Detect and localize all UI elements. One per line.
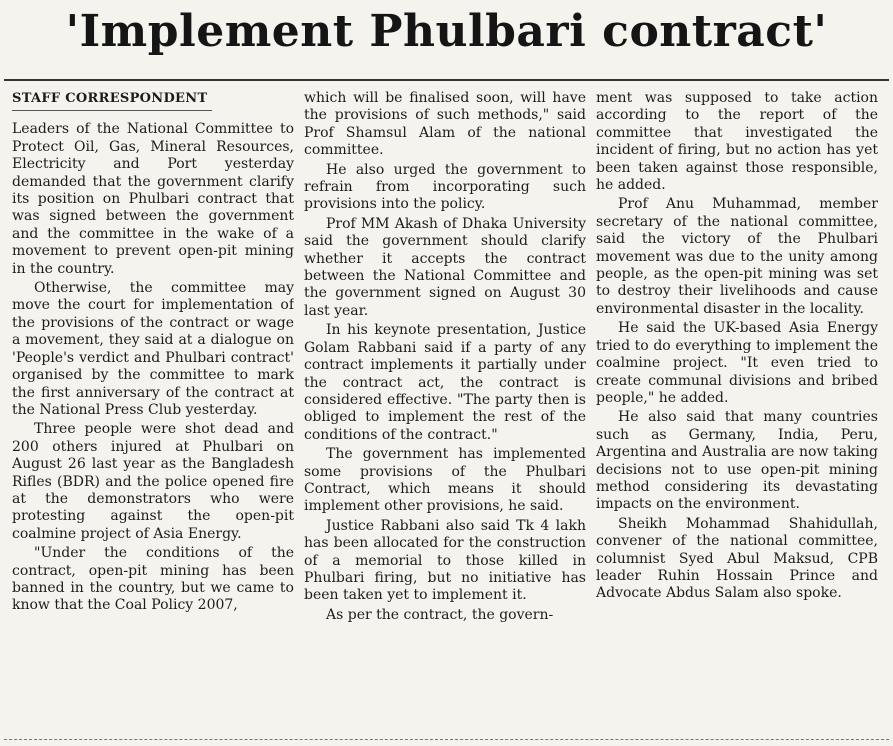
paragraph: In his keynote presentation, Justice Golam Rabbani said if a party of any contract implements it partially under the contract act, the contract is considered effective. "The party then is obliged to implement the rest of the conditions of the contract."	[304, 322, 586, 443]
headline: 'Implement Phulbari contract'	[65, 6, 828, 57]
column-1	[12, 90, 294, 730]
column-2	[304, 90, 586, 730]
headline-rule	[4, 79, 889, 81]
paragraph: Three people were shot dead and 200 others injured at Phulbari on August 26 last year as the Bangladesh Rifles (BDR) and the police opened fire at the demonstrators who were protesting against the open-pit coalmine project of Asia Energy.	[12, 421, 294, 542]
paragraph: which will be finalised soon, will have the provisions of such methods," said Prof Shamsul Alam of the national committee.	[304, 90, 586, 159]
paragraph: Otherwise, the committee may move the court for implementation of the provisions of the contract or wage a movement, they said at a dialogue on 'People's verdict and Phulbari contract' organised by the committee to mark the first anniversary of the contract at the National Press Club yesterday.	[12, 280, 294, 418]
paragraph: He also said that many countries such as Germany, India, Peru, Argentina and Australia are now taking decisions not to use open-pit mining method considering its devastating impacts on the environment.	[596, 409, 878, 513]
paragraph: ment was supposed to take action according to the report of the committee that investigated the incident of firing, but no action has yet been taken against those responsible, he added.	[596, 90, 878, 194]
paragraph: As per the contract, the govern-	[326, 606, 554, 623]
paragraph: He said the UK-based Asia Energy tried to do everything to implement the coalmine project. "It even tried to create communal divisions and bribed people," he added.	[596, 320, 878, 406]
article-body	[12, 90, 878, 730]
paragraph: Leaders of the National Committee to Protect Oil, Gas, Mineral Resources, Electricity and Port yesterday demanded that the government clarify its position on Phulbari contract that was signed between the government and the committee in the wake of a movement to prevent open-pit mining in the country.	[12, 121, 294, 277]
paragraph: "Under the conditions of the contract, open-pit mining has been banned in the country, but we came to know that the Coal Policy 2007,	[12, 545, 294, 614]
paragraph: Sheikh Mohammad Shahidullah, convener of the national committee, columnist Syed Abul Maksud, CPB leader Ruhin Hossain Prince and Advocate Abdus Salam also spoke.	[596, 515, 878, 602]
paragraph: The government has implemented some provisions of the Phulbari Contract, which means it should implement other provisions, he said.	[304, 446, 586, 515]
paragraph: Prof MM Akash of Dhaka University said the government should clarify whether it accepts the contract between the National Committee and the government signed on August 30 last year.	[304, 215, 586, 319]
paragraph: Prof Anu Muhammad, member secretary of the national committee, said the victory of the Phulbari movement was due to the unity among people, as the open-pit mining was set to destroy their livelihoods and cause environmental disaster in the locality.	[596, 196, 878, 317]
paragraph: Justice Rabbani also said Tk 4 lakh has been allocated for the construction of a memorial to those killed in Phulbari firing, but no initiative has been taken yet to implement it.	[304, 517, 586, 604]
paragraph: He also urged the government to refrain from incorporating such provisions into the policy.	[304, 161, 586, 213]
bottom-border	[4, 739, 889, 740]
byline: STAFF CORRESPONDENT	[12, 90, 212, 111]
column-3	[596, 90, 878, 730]
